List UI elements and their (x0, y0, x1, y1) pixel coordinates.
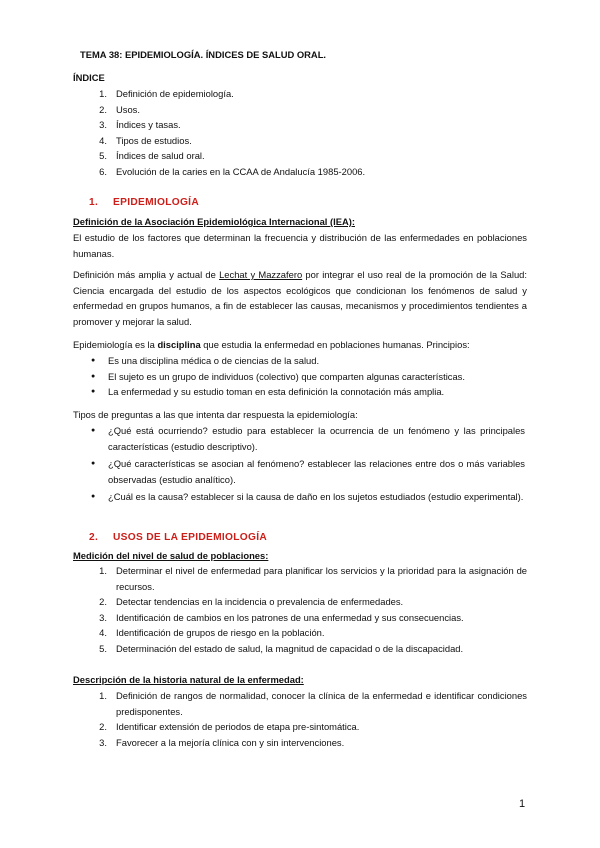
index-item: 4. Tipos de estudios. (99, 134, 192, 146)
lechat-authors: Lechat y Mazzafero (219, 269, 303, 280)
document-title: TEMA 38: EPIDEMIOLOGÍA. ÍNDICES DE SALUD ORAL. (80, 49, 327, 60)
section-1-heading: 1. EPIDEMIOLOGÍA (89, 197, 199, 208)
history-heading: Descripción de la historia natural de la enfermedad: (73, 674, 304, 685)
iea-definition: El estudio de los factores que determinan la frecuencia y distribución de las enfermedades en poblaciones humanas. (73, 232, 527, 259)
measure-heading: Medición del nivel de salud de poblaciones: (73, 550, 269, 561)
principles-list (91, 353, 525, 400)
history-list (89, 688, 527, 750)
list-item: ● La enfermedad y su estudio toman en esta definición la connotación más amplia. (91, 384, 525, 400)
list-item: 3. Favorecer a la mejoría clínica con y sin intervenciones. (99, 736, 345, 748)
questions-list (91, 423, 525, 505)
index-list (89, 86, 529, 180)
lechat-definition: Definición más amplia y actual de Lechat y Mazzafero por integrar el uso real de la promoción de la Salud: Ciencia encargada del estudio de los aspectos ecológicos que condicionan los fenómenos de salud y enfermedad en grupos humanos, a fin de establecer las causas, mecanismos y procedimientos tendientes a promover y mejorar la salud. (73, 269, 528, 327)
list-item: 2. Identificar extensión de periodos de etapa pre-sintomática. (99, 721, 360, 733)
questions-intro: Tipos de preguntas a las que intenta dar respuesta la epidemiología: (73, 409, 358, 420)
page-number: 1 (519, 798, 526, 810)
list-item: 1. Definición de rangos de normalidad, conocer la clínica de la enfermedad e identificar condiciones predisponentes. (99, 690, 527, 717)
bullet-icon: ● (91, 460, 96, 468)
bullet-icon: ● (91, 388, 96, 396)
list-item: 3. Identificación de cambios en los patrones de una enfermedad y sus consecuencias. (99, 611, 464, 623)
list-item: ● El sujeto es un grupo de individuos (colectivo) que comparten algunas características. (91, 369, 525, 385)
bullet-icon: ● (91, 357, 96, 364)
list-item: 5. Determinación del estado de salud, la magnitud de capacidad o de la discapacidad. (99, 642, 464, 654)
bullet-icon: ● (91, 427, 96, 434)
index-heading: ÍNDICE (73, 72, 105, 83)
index-item: 5. Índices de salud oral. (99, 150, 205, 162)
list-item: 4. Identificación de grupos de riesgo en la población. (99, 627, 325, 639)
bullet-icon: ● (91, 493, 96, 501)
index-item: 3. Índices y tasas. (99, 119, 181, 131)
measure-list (89, 563, 527, 657)
discipline-paragraph: Epidemiología es la disciplina que estudia la enfermedad en poblaciones humanas. Principios: (73, 339, 470, 350)
list-item: ● ¿Qué características se asocian al fenómeno? establecer las relaciones entre dos o más variables observadas (estudio analítico). (91, 456, 525, 487)
list-item: ● ¿Cuál es la causa? establecer si la causa de daño en los sujetos estudiados (estudio experimental). (91, 489, 525, 505)
list-item: 2. Detectar tendencias en la incidencia o prevalencia de enfermedades. (99, 596, 404, 608)
index-item: 2. Usos. (99, 103, 140, 115)
section-2-heading: 2. USOS DE LA EPIDEMIOLOGÍA (89, 532, 267, 543)
index-item: 6. Evolución de la caries en la CCAA de Andalucía 1985-2006. (99, 165, 366, 177)
iea-heading: Definición de la Asociación Epidemiológica Internacional (IEA): (73, 216, 355, 227)
index-item: 1. Definición de epidemiología. (99, 88, 234, 99)
bullet-icon: ● (91, 372, 96, 380)
list-item: 1. Determinar el nivel de enfermedad para planificar los servicios y la prioridad para la asignación de recursos. (99, 565, 527, 592)
list-item: ● Es una disciplina médica o de ciencias de la salud. (91, 353, 525, 369)
list-item: ● ¿Qué está ocurriendo? estudio para establecer la ocurrencia de un fenómeno y las principales características (estudio descriptivo). (91, 423, 525, 454)
